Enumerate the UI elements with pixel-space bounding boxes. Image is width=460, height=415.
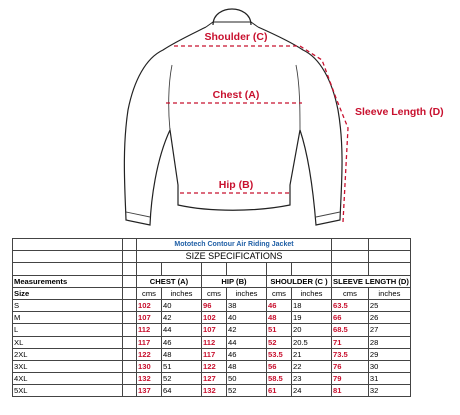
value-cell: 52 bbox=[227, 385, 267, 397]
table-row bbox=[13, 348, 411, 360]
value-cell: 42 bbox=[227, 324, 267, 336]
value-cell: 137 bbox=[137, 385, 162, 397]
value-cell: 25 bbox=[368, 299, 410, 311]
value-cell: 53.5 bbox=[267, 348, 292, 360]
measurement-header-row bbox=[13, 275, 411, 287]
value-cell: 48 bbox=[227, 360, 267, 372]
unit-cms: cms bbox=[137, 287, 162, 299]
value-cell: 112 bbox=[137, 324, 162, 336]
value-cell: 96 bbox=[202, 299, 227, 311]
value-cell: 64 bbox=[162, 385, 202, 397]
value-cell: 40 bbox=[162, 299, 202, 311]
value-cell: 132 bbox=[137, 373, 162, 385]
value-cell: 117 bbox=[137, 336, 162, 348]
value-cell: 23 bbox=[292, 373, 332, 385]
table-subtitle: SIZE SPECIFICATIONS bbox=[137, 251, 332, 263]
chest-label: Chest (A) bbox=[212, 89, 260, 101]
value-cell: 132 bbox=[202, 385, 227, 397]
value-cell: 122 bbox=[137, 348, 162, 360]
value-cell: 44 bbox=[162, 324, 202, 336]
size-cell: 4XL bbox=[13, 373, 123, 385]
left-cuff bbox=[126, 212, 150, 217]
size-cell: XL bbox=[13, 336, 123, 348]
value-cell: 42 bbox=[162, 312, 202, 324]
value-cell: 102 bbox=[137, 299, 162, 311]
table-subtitle-row bbox=[13, 251, 411, 263]
value-cell: 31 bbox=[368, 373, 410, 385]
table-row bbox=[13, 336, 411, 348]
value-cell: 107 bbox=[137, 312, 162, 324]
size-cell: 2XL bbox=[13, 348, 123, 360]
size-cell: S bbox=[13, 299, 123, 311]
value-cell: 29 bbox=[368, 348, 410, 360]
column-header-shoulder: SHOULDER (C ) bbox=[267, 275, 332, 287]
table-row bbox=[13, 299, 411, 311]
value-cell: 102 bbox=[202, 312, 227, 324]
value-cell: 26 bbox=[368, 312, 410, 324]
left-arm-seam bbox=[169, 65, 172, 130]
right-cuff bbox=[316, 212, 340, 217]
value-cell: 48 bbox=[267, 312, 292, 324]
value-cell: 20 bbox=[292, 324, 332, 336]
unit-inches: inches bbox=[227, 287, 267, 299]
value-cell: 18 bbox=[292, 299, 332, 311]
value-cell: 52 bbox=[267, 336, 292, 348]
value-cell: 46 bbox=[162, 336, 202, 348]
unit-cms: cms bbox=[332, 287, 369, 299]
unit-inches: inches bbox=[292, 287, 332, 299]
right-arm-seam bbox=[296, 65, 300, 130]
value-cell: 71 bbox=[332, 336, 369, 348]
table-row bbox=[13, 373, 411, 385]
value-cell: 46 bbox=[267, 299, 292, 311]
value-cell: 38 bbox=[227, 299, 267, 311]
jacket-collar bbox=[213, 9, 251, 25]
value-cell: 40 bbox=[227, 312, 267, 324]
value-cell: 63.5 bbox=[332, 299, 369, 311]
value-cell: 22 bbox=[292, 360, 332, 372]
value-cell: 27 bbox=[368, 324, 410, 336]
unit-inches: inches bbox=[368, 287, 410, 299]
value-cell: 58.5 bbox=[267, 373, 292, 385]
value-cell: 76 bbox=[332, 360, 369, 372]
value-cell: 52 bbox=[162, 373, 202, 385]
sleeve-length-label: Sleeve Length (D) bbox=[355, 106, 444, 118]
jacket-outline bbox=[124, 27, 342, 225]
unit-inches: inches bbox=[162, 287, 202, 299]
unit-cms: cms bbox=[267, 287, 292, 299]
unit-header-row bbox=[13, 287, 411, 299]
table-row bbox=[13, 385, 411, 397]
table-spacer-row bbox=[13, 263, 411, 275]
value-cell: 73.5 bbox=[332, 348, 369, 360]
table-title-row bbox=[13, 239, 411, 251]
table-row bbox=[13, 324, 411, 336]
size-header: Size bbox=[13, 287, 123, 299]
size-cell: 5XL bbox=[13, 385, 123, 397]
unit-cms: cms bbox=[202, 287, 227, 299]
value-cell: 66 bbox=[332, 312, 369, 324]
value-cell: 44 bbox=[227, 336, 267, 348]
value-cell: 117 bbox=[202, 348, 227, 360]
value-cell: 32 bbox=[368, 385, 410, 397]
value-cell: 51 bbox=[162, 360, 202, 372]
size-cell: L bbox=[13, 324, 123, 336]
measurements-header: Measurements bbox=[13, 275, 123, 287]
value-cell: 20.5 bbox=[292, 336, 332, 348]
jacket-collar-band bbox=[206, 22, 258, 27]
value-cell: 50 bbox=[227, 373, 267, 385]
value-cell: 122 bbox=[202, 360, 227, 372]
value-cell: 46 bbox=[227, 348, 267, 360]
hip-label: Hip (B) bbox=[218, 179, 254, 191]
shoulder-label: Shoulder (C) bbox=[204, 31, 268, 43]
value-cell: 51 bbox=[267, 324, 292, 336]
value-cell: 107 bbox=[202, 324, 227, 336]
value-cell: 21 bbox=[292, 348, 332, 360]
value-cell: 68.5 bbox=[332, 324, 369, 336]
size-specifications-table bbox=[12, 238, 411, 397]
value-cell: 79 bbox=[332, 373, 369, 385]
value-cell: 81 bbox=[332, 385, 369, 397]
table-row bbox=[13, 312, 411, 324]
value-cell: 127 bbox=[202, 373, 227, 385]
value-cell: 61 bbox=[267, 385, 292, 397]
value-cell: 56 bbox=[267, 360, 292, 372]
value-cell: 28 bbox=[368, 336, 410, 348]
column-header-hip: HIP (B) bbox=[202, 275, 267, 287]
value-cell: 48 bbox=[162, 348, 202, 360]
table-title: Mototech Contour Air Riding Jacket bbox=[137, 239, 332, 251]
value-cell: 30 bbox=[368, 360, 410, 372]
value-cell: 130 bbox=[137, 360, 162, 372]
size-cell: 3XL bbox=[13, 360, 123, 372]
size-rows bbox=[13, 299, 411, 397]
value-cell: 24 bbox=[292, 385, 332, 397]
column-header-sleeve-length: SLEEVE LENGTH (D) bbox=[333, 276, 409, 286]
table-row bbox=[13, 360, 411, 372]
value-cell: 112 bbox=[202, 336, 227, 348]
size-cell: M bbox=[13, 312, 123, 324]
value-cell: 19 bbox=[292, 312, 332, 324]
column-header-chest: CHEST (A) bbox=[137, 275, 202, 287]
